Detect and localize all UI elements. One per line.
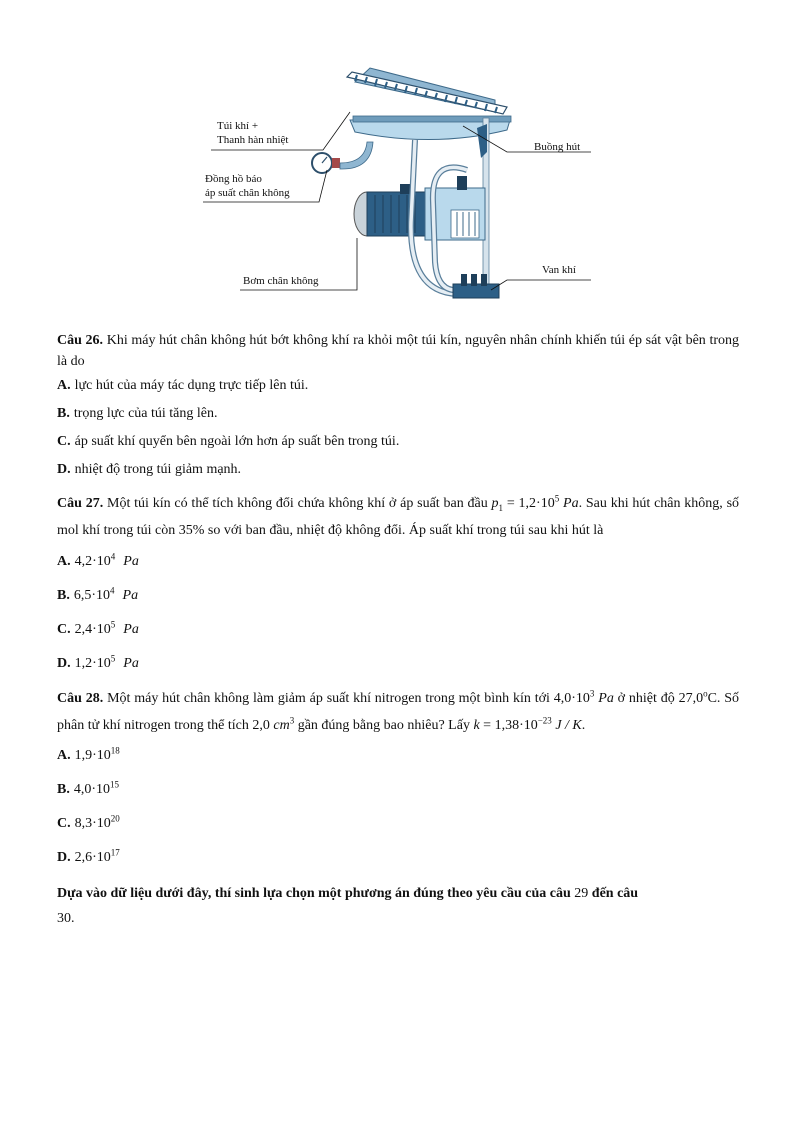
option-d: D. nhiệt độ trong túi giảm mạnh.	[57, 462, 242, 477]
vacuum-pump	[354, 176, 485, 240]
vacuum-gauge	[312, 142, 373, 173]
option-b: B. $4,0\cdot 10^{15}$	[57, 779, 120, 798]
heat-bar	[347, 72, 507, 114]
label-gauge-1: Đồng hồ báo	[205, 173, 262, 185]
option-c: C. $8,3\cdot 10^{20}$	[57, 813, 120, 832]
question-text: Khi máy hút chân không hút bớt không khí ra khỏi một túi kín, nguyên nhân chính khiến túi ép sát vật bên trong là do	[57, 333, 739, 369]
section-instruction: Dựa vào dữ liệu dưới đây, thí sinh lựa chọn một phương án đúng theo yêu cầu của câu 29 đến câu 30.	[57, 886, 639, 927]
pressure-initial: $p_1 = 1,2\cdot 10^5$ Pa	[491, 493, 579, 513]
option-a: A. lực hút của máy tác dụng trực tiếp lên túi.	[57, 378, 309, 393]
vacuum-machine-diagram	[195, 62, 605, 312]
option-d: D. $2,6\cdot 10^{17}$	[57, 847, 120, 866]
vacuum-machine-figure	[195, 62, 605, 312]
label-gauge-2: áp suất chân không	[205, 187, 290, 199]
question-28-stem: Câu 28. Một máy hút chân không làm giảm áp suất khí nitrogen trong một bình kín tới $4,0\cdot 10^3$ Pa ở nhiệt độ 27,0$^o$C. Số phân tử khí nitrogen trong thể tích 2,0 $cm^3$ gần đúng bằng bao nhiêu? Lấy $k = 1,38\cdot 10^{-23}$ J / K.	[57, 687, 740, 733]
option-b: B. trọng lực của túi tăng lên.	[57, 406, 218, 421]
question-26	[57, 330, 739, 484]
chamber-clamp	[477, 124, 487, 158]
question-28	[57, 685, 739, 876]
boltzmann-constant: $k = 1,38\cdot 10^{-23}$ J / K	[473, 715, 582, 733]
option-a: A. $1,9\cdot 10^{18}$	[57, 745, 120, 764]
question-27	[57, 490, 739, 681]
temperature-value: 27,0$^o$C	[678, 687, 717, 706]
label-valve: Van khí	[542, 264, 576, 276]
pressure-value: $4,0\cdot 10^3$ Pa	[553, 687, 614, 706]
volume-value: 2,0 $cm^3$	[252, 715, 295, 733]
option-c: C. áp suất khí quyển bên ngoài lớn hơn áp suất bên trong túi.	[57, 434, 400, 449]
question-number: Câu 26.	[57, 333, 104, 348]
question-27-stem: Câu 27. Một túi kín có thể tích không đổi chứa không khí ở áp suất ban đầu $p_1 = 1,2\cdot 10^5$ Pa. Sau khi hút chân không, số mol khí trong túi còn 35% so với ban đầu, nhiệt độ không đổi. Áp suất khí trong túi sau khi hút là	[57, 493, 740, 539]
label-bag: Túi khí +	[217, 120, 259, 132]
question-26-stem	[57, 330, 739, 372]
label-heat-bar: Thanh hàn nhiệt	[217, 134, 289, 146]
option-b: B. $6,5\cdot 10^4$ Pa	[57, 584, 139, 603]
option-d: D. $1,2\cdot 10^5$ Pa	[57, 652, 139, 671]
air-valve	[453, 274, 499, 298]
option-a: A. $4,2\cdot 10^4$ Pa	[57, 550, 139, 569]
label-chamber: Buồng hút	[534, 141, 581, 153]
questions-content	[57, 330, 739, 932]
label-pump: Bơm chân không	[243, 275, 319, 287]
option-c: C. $2,4\cdot 10^5$ Pa	[57, 618, 139, 637]
